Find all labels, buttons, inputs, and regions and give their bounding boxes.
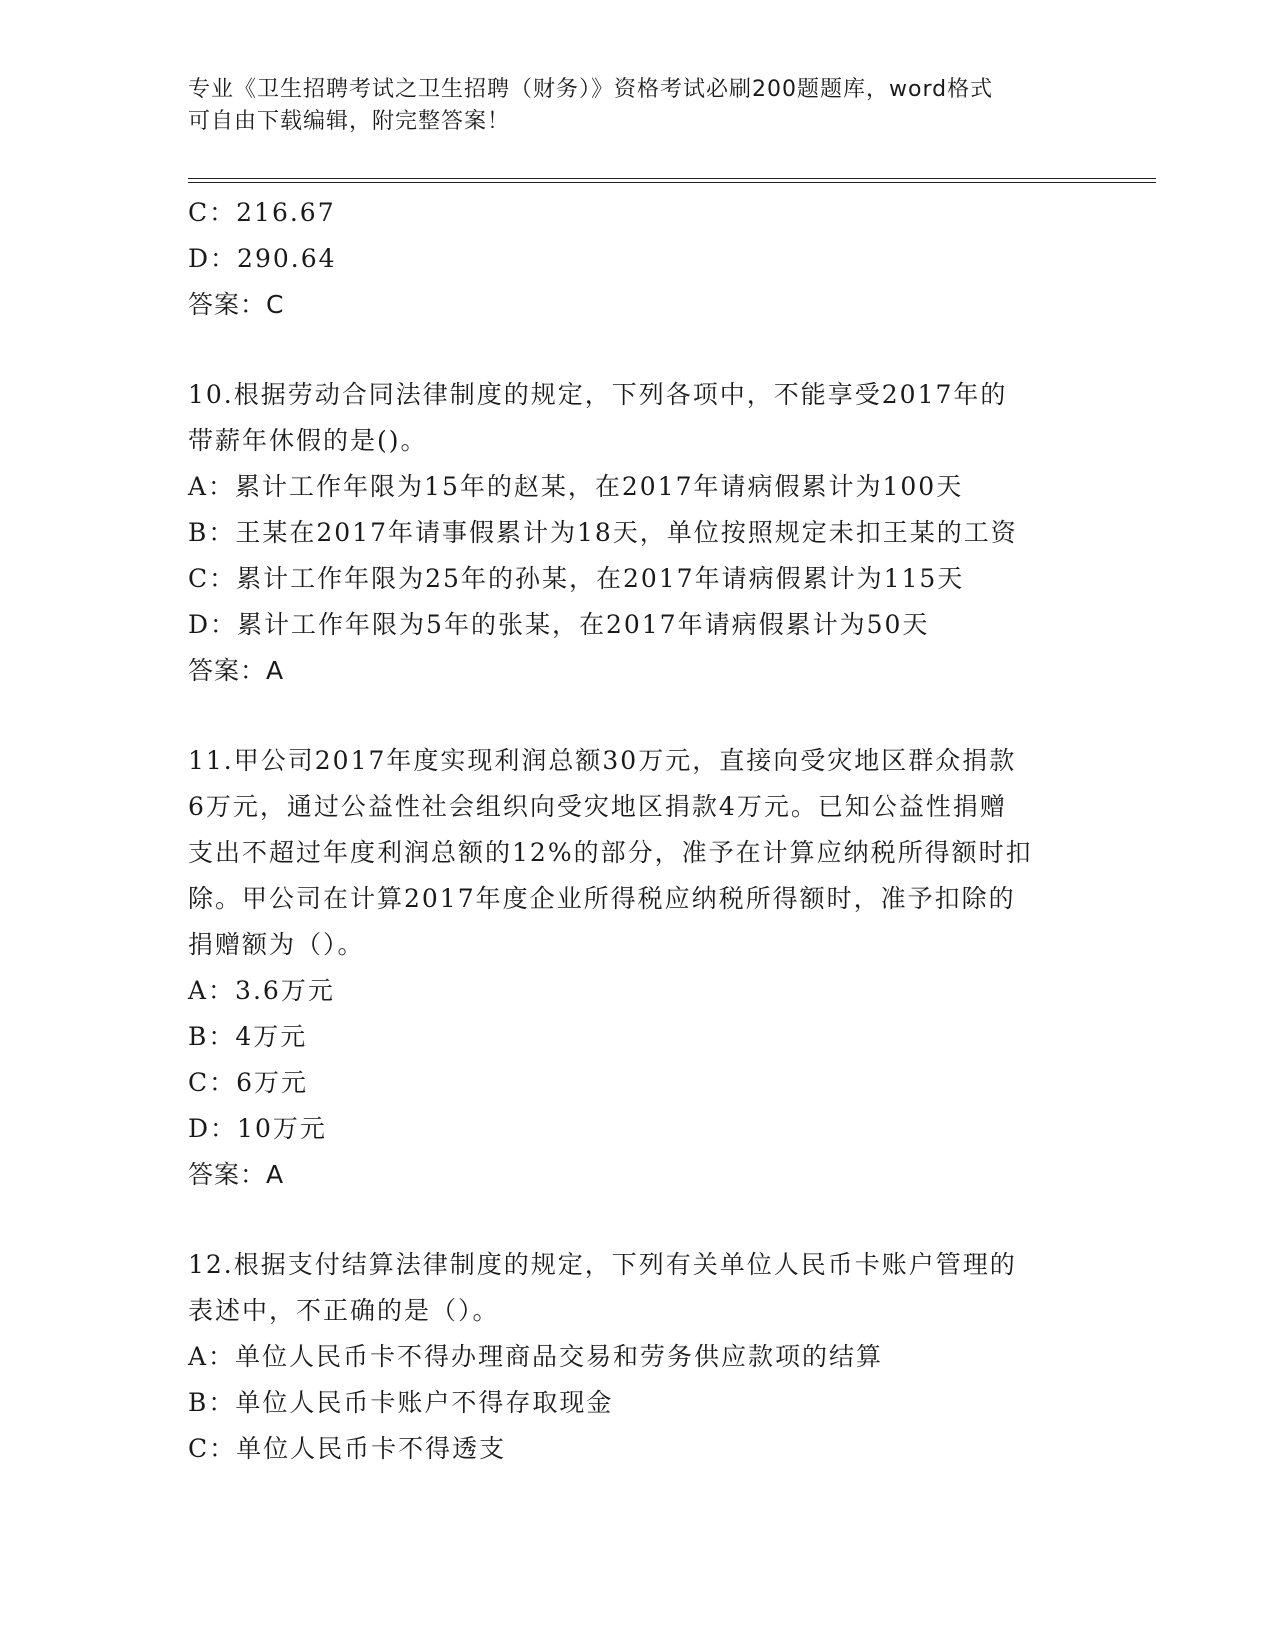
question-stem-line: 带薪年休假的是()。: [188, 426, 428, 455]
header-divider-top: [188, 178, 1156, 179]
page-header: [188, 74, 1088, 138]
question-content: [188, 190, 1088, 1472]
question-stem-line: 10.根据劳动合同法律制度的规定，下列各项中，不能享受2017年的: [188, 380, 1008, 409]
option-a: A：单位人民币卡不得办理商品交易和劳务供应款项的结算: [188, 1342, 884, 1371]
answer-line: 答案：A: [188, 1160, 285, 1189]
question-11: [188, 738, 1088, 1198]
question-stem-line: 6万元，通过公益性社会组织向受灾地区捐款4万元。已知公益性捐赠: [188, 792, 1007, 821]
option-c: C：6万元: [188, 1068, 309, 1097]
option-d: D：累计工作年限为5年的张某，在2017年请病假累计为50天: [188, 610, 930, 639]
question-stem-line: 表述中，不正确的是（）。: [188, 1296, 500, 1325]
option-c: C：累计工作年限为25年的孙某，在2017年请病假累计为115天: [188, 564, 965, 593]
question-stem-line: 12.根据支付结算法律制度的规定，下列有关单位人民币卡账户管理的: [188, 1250, 1017, 1279]
option-a: A：累计工作年限为15年的赵某，在2017年请病假累计为100天: [188, 472, 964, 501]
header-title-line-2: 可自由下载编辑，附完整答案！: [188, 109, 511, 134]
question-10: [188, 372, 1088, 694]
answer-line: 答案：A: [188, 656, 285, 685]
question-stem-line: 捐赠额为（）。: [188, 930, 365, 959]
question-9-continued: [188, 190, 1088, 328]
option-a: A：3.6万元: [188, 976, 335, 1005]
question-stem-line: 支出不超过年度利润总额的12%的部分，准予在计算应纳税所得额时扣: [188, 838, 1033, 867]
option-b: B：王某在2017年请事假累计为18天，单位按照规定未扣王某的工资: [188, 518, 1018, 547]
option-c: C：单位人民币卡不得透支: [188, 1434, 507, 1463]
option-c: C：216.67: [188, 198, 336, 227]
option-b: B：单位人民币卡账户不得存取现金: [188, 1388, 614, 1417]
option-d: D：290.64: [188, 244, 337, 273]
question-12: [188, 1242, 1088, 1472]
question-stem-line: 除。甲公司在计算2017年度企业所得税应纳税所得额时，准予扣除的: [188, 884, 1016, 913]
header-divider-bottom: [188, 182, 1156, 183]
option-b: B：4万元: [188, 1022, 308, 1051]
header-title-line-1: 专业《卫生招聘考试之卫生招聘（财务）》资格考试必刷200题题库，word格式: [188, 77, 994, 102]
option-d: D：10万元: [188, 1114, 327, 1143]
question-stem-line: 11.甲公司2017年度实现利润总额30万元，直接向受灾地区群众捐款: [188, 746, 1017, 775]
answer-line: 答案：C: [188, 290, 285, 319]
